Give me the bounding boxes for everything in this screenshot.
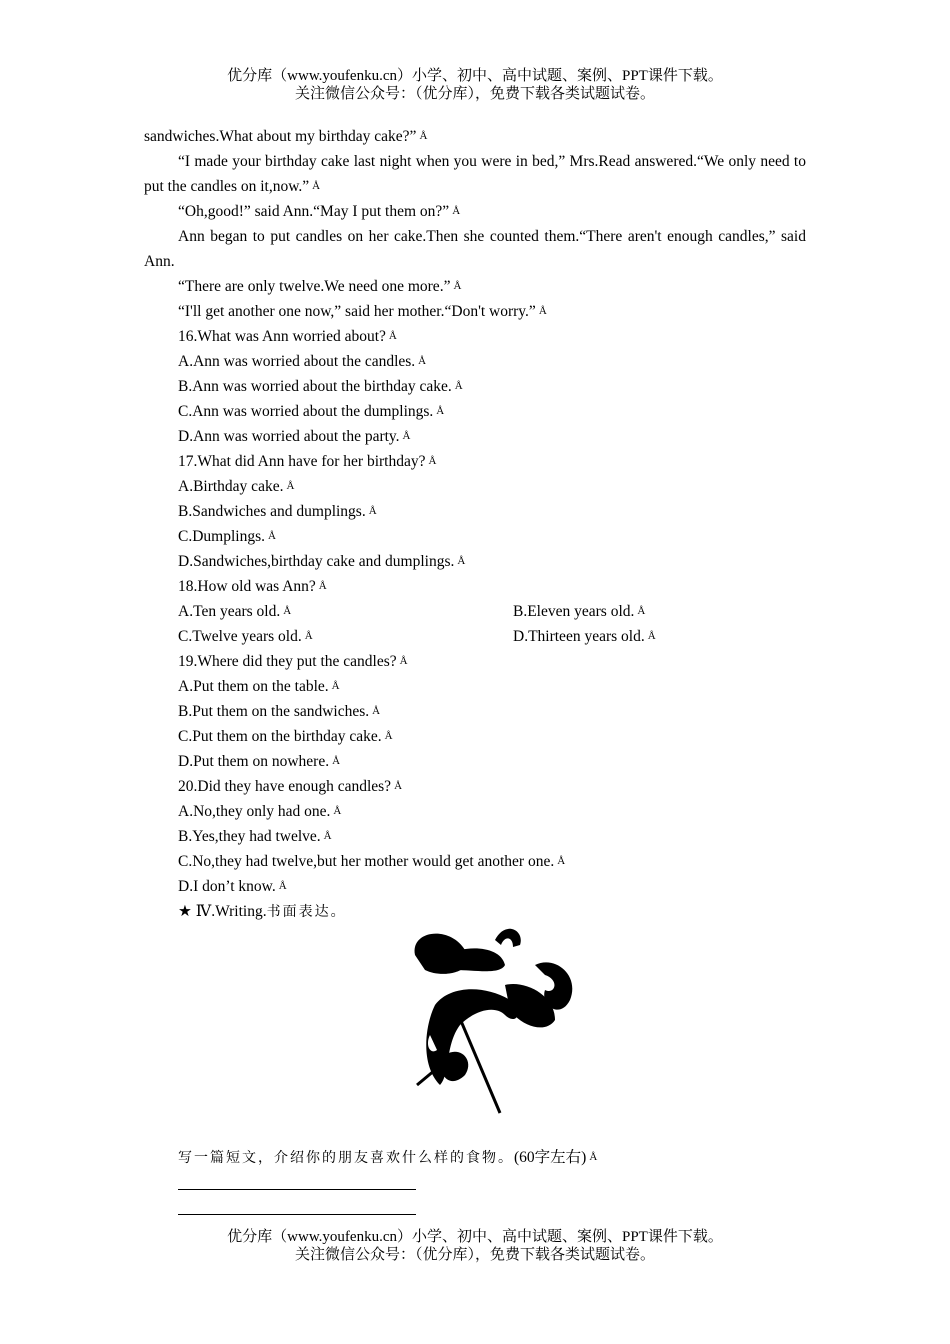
writing-heading bbox=[144, 899, 806, 924]
option-19-d: D.Put them on nowhere. Å bbox=[178, 753, 341, 770]
option-18-c: C.Twelve years old. Å bbox=[178, 628, 313, 645]
option-17-b: B.Sandwiches and dumplings. Å bbox=[178, 503, 377, 520]
passage-paragraph: “There are only twelve.We need one more.” Å bbox=[178, 278, 462, 295]
question-16-stem: 16.What was Ann worried about? Å bbox=[178, 328, 397, 345]
option-17-d: D.Sandwiches,birthday cake and dumplings. Å bbox=[178, 553, 466, 570]
document-body bbox=[144, 124, 806, 924]
passage-paragraph: “I made your birthday cake last night when you were in bed,” Mrs.Read answered.“We only need to put the candles on it,now.” Å bbox=[144, 153, 806, 195]
page-header bbox=[0, 67, 950, 103]
passage-paragraph: “Oh,good!” said Ann.“May I put them on?” Å bbox=[178, 203, 461, 220]
header-line-2: 关注微信公众号：（优分库），免费下载各类试题试卷。 bbox=[294, 86, 655, 102]
option-16-c: C.Ann was worried about the dumplings. Å bbox=[178, 403, 445, 420]
passage-paragraph: sandwiches.What about my birthday cake?” Å bbox=[144, 128, 428, 145]
options-18-row-2 bbox=[144, 624, 806, 649]
food-illustration bbox=[405, 925, 580, 1115]
writing-heading-en: Ⅳ.Writing. bbox=[195, 903, 267, 920]
passage-paragraph: Ann began to put candles on her cake.Then she counted them.“There aren't enough candles,” said Ann. bbox=[144, 228, 806, 270]
option-19-b: B.Put them on the sandwiches. Å bbox=[178, 703, 381, 720]
option-20-c: C.No,they had twelve,but her mother would get another one. Å bbox=[178, 853, 566, 870]
option-19-a: A.Put them on the table. Å bbox=[178, 678, 340, 695]
option-16-d: D.Ann was worried about the party. Å bbox=[178, 428, 411, 445]
option-18-b: B.Eleven years old. Å bbox=[513, 603, 646, 620]
option-20-d: D.I don’t know. Å bbox=[178, 878, 287, 895]
question-19-stem: 19.Where did they put the candles? Å bbox=[178, 653, 408, 670]
writing-prompt: 写一篇短文，介绍你的朋友喜欢什么样的食物。(60字左右) Å bbox=[178, 1149, 598, 1166]
footer-line-1: 优分库（www.youfenku.cn）小学、初中、高中试题、案例、PPT课件下载。 bbox=[227, 1229, 723, 1245]
answer-line[interactable] bbox=[178, 1214, 416, 1215]
writing-heading-cn: 书面表达。 bbox=[266, 904, 347, 920]
option-16-b: B.Ann was worried about the birthday cake. Å bbox=[178, 378, 463, 395]
option-19-c: C.Put them on the birthday cake. Å bbox=[178, 728, 393, 745]
star-icon: ★ bbox=[178, 903, 192, 920]
header-line-1: 优分库（www.youfenku.cn）小学、初中、高中试题、案例、PPT课件下载。 bbox=[227, 68, 723, 84]
option-17-a: A.Birthday cake. Å bbox=[178, 478, 295, 495]
option-20-a: A.No,they only had one. Å bbox=[178, 803, 342, 820]
question-17-stem: 17.What did Ann have for her birthday? Å bbox=[178, 453, 437, 470]
passage-paragraph: “I'll get another one now,” said her mother.“Don't worry.” Å bbox=[178, 303, 547, 320]
option-20-b: B.Yes,they had twelve. Å bbox=[178, 828, 332, 845]
footer-line-2: 关注微信公众号：（优分库），免费下载各类试题试卷。 bbox=[294, 1247, 655, 1263]
option-16-a: A.Ann was worried about the candles. Å bbox=[178, 353, 427, 370]
options-18-row-1 bbox=[144, 599, 806, 624]
question-20-stem: 20.Did they have enough candles? Å bbox=[178, 778, 403, 795]
option-18-a: A.Ten years old. Å bbox=[178, 603, 292, 620]
option-18-d: D.Thirteen years old. Å bbox=[513, 628, 656, 645]
page-footer bbox=[0, 1228, 950, 1264]
option-17-c: C.Dumplings. Å bbox=[178, 528, 276, 545]
answer-line[interactable] bbox=[178, 1189, 416, 1190]
question-18-stem: 18.How old was Ann? Å bbox=[178, 578, 327, 595]
